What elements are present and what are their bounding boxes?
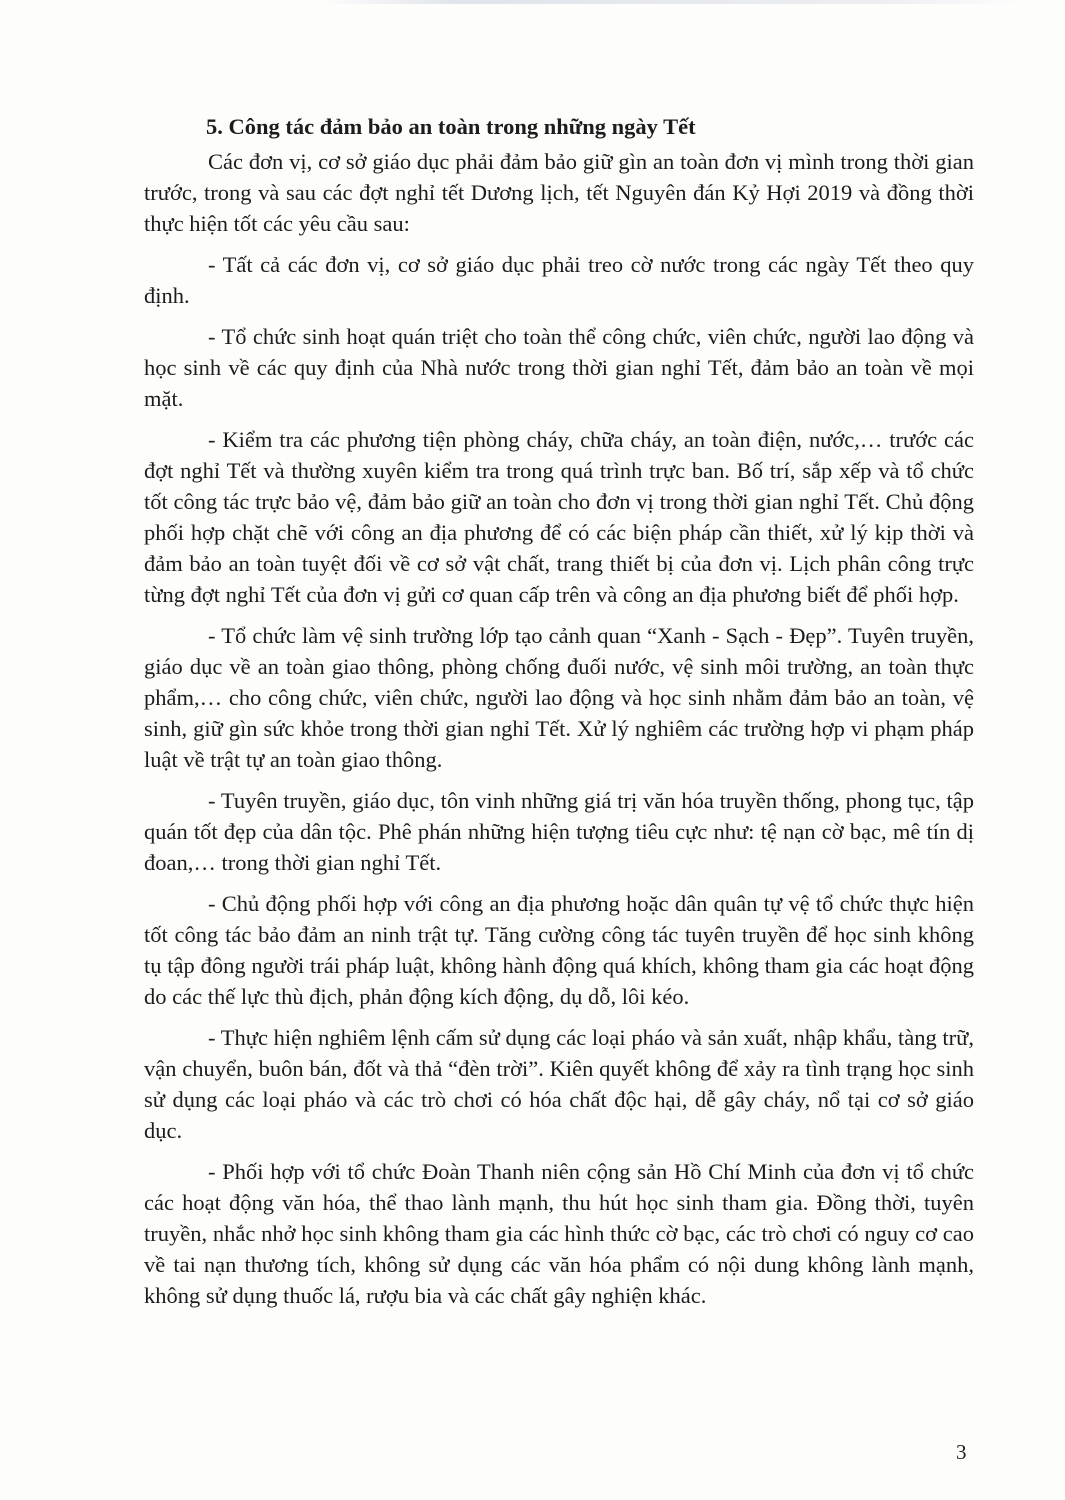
document-body	[144, 110, 974, 1321]
list-item-briefing: - Tổ chức sinh hoạt quán triệt cho toàn thể công chức, viên chức, người lao động và học sinh về các quy định của Nhà nước trong thời gian nghỉ Tết, đảm bảo an toàn về mọi mặt.	[144, 324, 974, 411]
list-item-flag: - Tất cả các đơn vị, cơ sở giáo dục phải treo cờ nước trong các ngày Tết theo quy định.	[144, 252, 974, 308]
list-item-fire-safety: - Kiểm tra các phương tiện phòng cháy, chữa cháy, an toàn điện, nước,… trước các đợt nghỉ Tết và thường xuyên kiểm tra trong quá trình trực ban. Bố trí, sắp xếp và tổ chức tốt công tác trực bảo vệ, đảm bảo giữ an toàn cho đơn vị trong thời gian nghỉ Tết. Chủ động phối hợp chặt chẽ với công an địa phương để có các biện pháp cần thiết, xử lý kịp thời và đảm bảo an toàn tuyệt đối về cơ sở vật chất, trang thiết bị của đơn vị. Lịch phân công trực từng đợt nghỉ Tết của đơn vị gửi cơ quan cấp trên và công an địa phương biết để phối hợp.	[144, 427, 974, 607]
intro-paragraph: Các đơn vị, cơ sở giáo dục phải đảm bảo giữ gìn an toàn đơn vị mình trong thời gian trước, trong và sau các đợt nghỉ tết Dương lịch, tết Nguyên đán Kỷ Hợi 2019 và đồng thời thực hiện tốt các yêu cầu sau:	[144, 149, 974, 236]
list-item-security: - Chủ động phối hợp với công an địa phương hoặc dân quân tự vệ tổ chức thực hiện tốt công tác bảo đảm an ninh trật tự. Tăng cường công tác tuyên truyền để học sinh không tụ tập đông người trái pháp luật, không hành động quá khích, không tham gia các hoạt động do các thế lực thù địch, phản động kích động, dụ dỗ, lôi kéo.	[144, 891, 974, 1009]
page-number: 3	[956, 1440, 967, 1464]
section-heading: 5. Công tác đảm bảo an toàn trong những ngày Tết	[206, 114, 696, 139]
list-item-firecrackers: - Thực hiện nghiêm lệnh cấm sử dụng các loại pháo và sản xuất, nhập khẩu, tàng trữ, vận chuyển, buôn bán, đốt và thả “đèn trời”. Kiên quyết không để xảy ra tình trạng học sinh sử dụng các loại pháo và các trò chơi có hóa chất độc hại, dễ gây cháy, nổ tại cơ sở giáo dục.	[144, 1025, 974, 1143]
list-item-youth-union: - Phối hợp với tổ chức Đoàn Thanh niên cộng sản Hồ Chí Minh của đơn vị tổ chức các hoạt động văn hóa, thể thao lành mạnh, thu hút học sinh tham gia. Đồng thời, tuyên truyền, nhắc nhở học sinh không tham gia các hình thức cờ bạc, các trò chơi có nguy cơ cao về tai nạn thương tích, không sử dụng các văn hóa phẩm có nội dung không lành mạnh, không sử dụng thuốc lá, rượu bia và các chất gây nghiện khác.	[144, 1159, 974, 1308]
scan-edge-artifact	[320, 0, 1020, 4]
list-item-culture: - Tuyên truyền, giáo dục, tôn vinh những giá trị văn hóa truyền thống, phong tục, tập quán tốt đẹp của dân tộc. Phê phán những hiện tượng tiêu cực như: tệ nạn cờ bạc, mê tín dị đoan,… trong thời gian nghỉ Tết.	[144, 788, 974, 875]
list-item-sanitation: - Tổ chức làm vệ sinh trường lớp tạo cảnh quan “Xanh - Sạch - Đẹp”. Tuyên truyền, giáo dục về an toàn giao thông, phòng chống đuối nước, vệ sinh môi trường, an toàn thực phẩm,… cho công chức, viên chức, người lao động và học sinh nhằm đảm bảo an toàn, vệ sinh, giữ gìn sức khỏe trong thời gian nghỉ Tết. Xử lý nghiêm các trường hợp vi phạm pháp luật về trật tự an toàn giao thông.	[144, 623, 974, 772]
